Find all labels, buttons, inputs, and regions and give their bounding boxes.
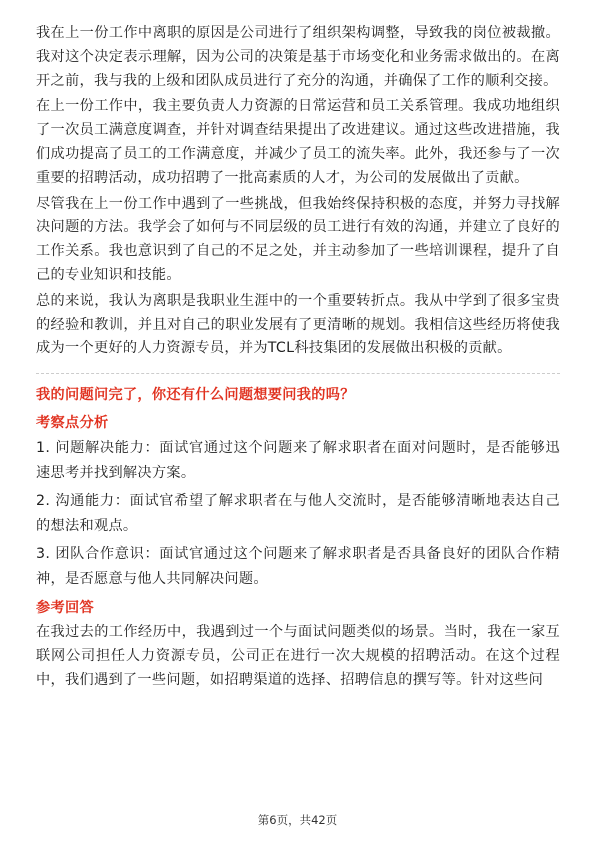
reference-answer-text: 在我过去的工作经历中，我遇到过一个与面试问题类似的场景。当时，我在一家互联网公司担任人力资源专员，公司正在进行一次大规模的招聘活动。在这个过程中，我们遇到了一些问题，如招聘渠道的选择、招聘信息的撰写等。针对这些问 (36, 624, 560, 688)
paragraph-summary: 总的来说，我认为离职是我职业生涯中的一个重要转折点。我从中学到了很多宝贵的经验和教训，并且对自己的职业发展有了更清晰的规划。我相信这些经历将使我成为一个更好的人力资源专员，并为TCL科技集团的发展做出积极的贡献。 (36, 292, 560, 357)
analysis-point: 2. 沟通能力：面试官希望了解求职者在与他人交流时，是否能够清晰地表达自己的想法和观点。 (36, 493, 560, 534)
reference-heading: 参考回答 (36, 600, 94, 617)
document-body (36, 22, 560, 695)
analysis-point: 1. 问题解决能力：面试官通过这个问题来了解求职者在面对问题时，是否能够迅速思考并找到解决方案。 (36, 440, 560, 481)
paragraph-challenges: 尽管我在上一份工作中遇到了一些挑战，但我始终保持积极的态度，并努力寻找解决问题的方法。我学会了如何与不同层级的员工进行有效的沟通，并建立了良好的工作关系。我也意识到了自己的不足之处，并主动参加了一些培训课程，提升了自己的专业知识和技能。 (36, 195, 560, 283)
page-number: 第6页，共42页 (257, 813, 338, 827)
analysis-point: 3. 团队合作意识：面试官通过这个问题来了解求职者是否具备良好的团队合作精神，是否愿意与他人共同解决问题。 (36, 546, 560, 587)
section-divider (36, 373, 560, 374)
interview-question: 我的问题问完了，你还有什么问题想要问我的吗？ (36, 387, 355, 404)
analysis-heading: 考察点分析 (36, 415, 109, 432)
paragraph-previous-duties: 在上一份工作中，我主要负责人力资源的日常运营和员工关系管理。我成功地组织了一次员工满意度调查，并针对调查结果提出了改进建议。通过这些改进措施，我们成功提高了员工的工作满意度，并减少了员工的流失率。此外，我还参与了一次重要的招聘活动，成功招聘了一批高素质的人才，为公司的发展做出了贡献。 (36, 98, 560, 186)
paragraph-resignation-reason: 我在上一份工作中离职的原因是公司进行了组织架构调整，导致我的岗位被裁撤。我对这个决定表示理解，因为公司的决策是基于市场变化和业务需求做出的。在离开之前，我与我的上级和团队成员进行了充分的沟通，并确保了工作的顺利交接。 (36, 25, 560, 89)
